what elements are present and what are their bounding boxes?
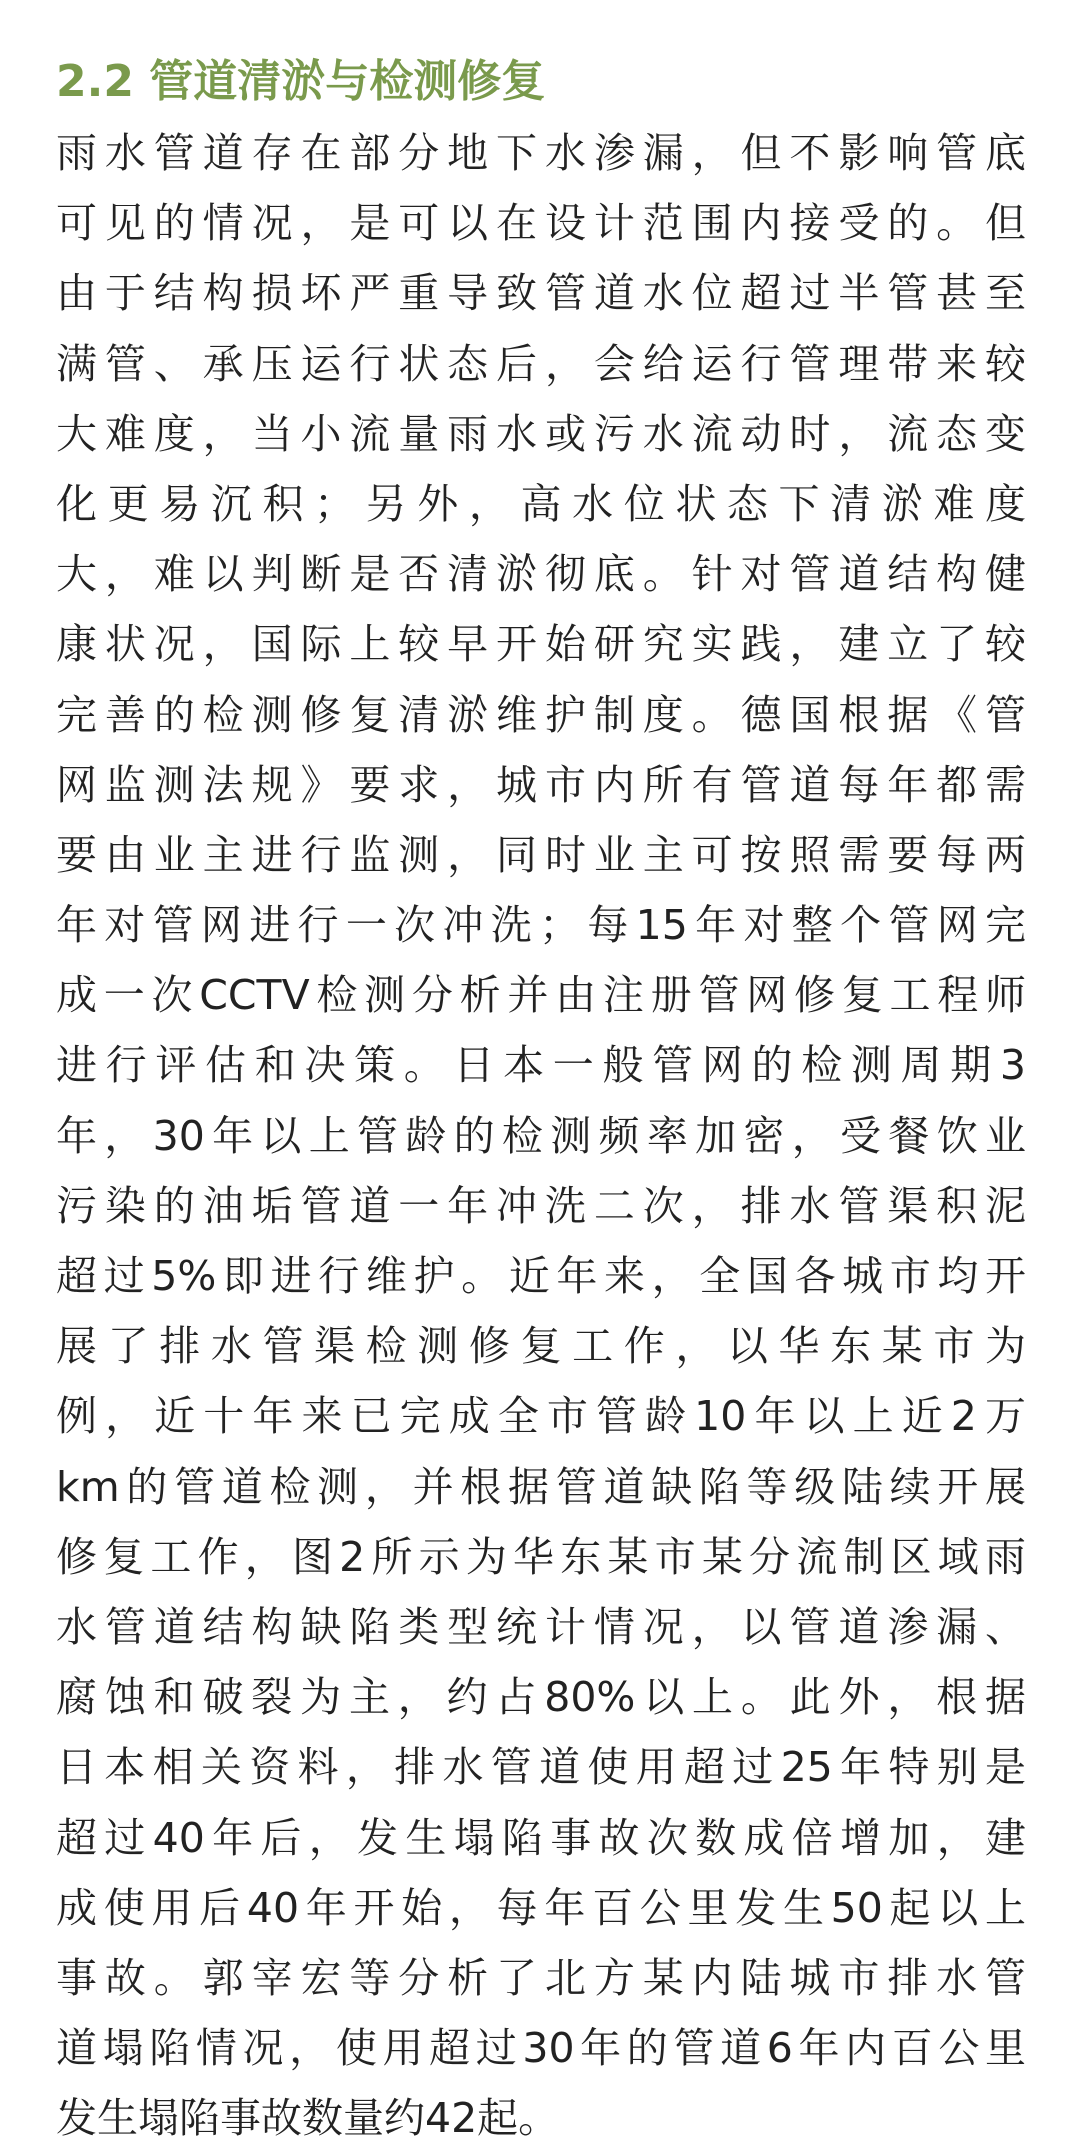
body-line: 进行评估和决策。日本一般管网的检测周期3 <box>56 1041 1026 1090</box>
body-line: 腐蚀和破裂为主，约占80%以上。此外，根据 <box>56 1673 1026 1722</box>
body-line-last: 发生塌陷事故数量约42起。 <box>56 2094 560 2143</box>
body-line: 要由业主进行监测，同时业主可按照需要每两 <box>56 830 1026 879</box>
body-line: 网监测法规》要求，城市内所有管道每年都需 <box>56 760 1026 809</box>
body-line: 化更易沉积；另外，高水位状态下清淤难度 <box>56 479 1026 528</box>
body-line: 满管、承压运行状态后，会给运行管理带来较 <box>56 339 1026 388</box>
body-line: 水管道结构缺陷类型统计情况，以管道渗漏、 <box>56 1602 1026 1651</box>
body-line: km的管道检测，并根据管道缺陷等级陆续开展 <box>56 1462 1026 1511</box>
body-line: 年对管网进行一次冲洗；每15年对整个管网完 <box>56 901 1026 950</box>
body-line: 完善的检测修复清淤维护制度。德国根据《管 <box>56 690 1026 739</box>
body-line: 可见的情况，是可以在设计范围内接受的。但 <box>56 199 1026 248</box>
section-heading: 2.2 管道清淤与检测修复 <box>56 56 546 107</box>
article-body <box>56 118 1026 2153</box>
body-line: 成一次CCTV检测分析并由注册管网修复工程师 <box>56 971 1026 1020</box>
body-line: 康状况，国际上较早开始研究实践，建立了较 <box>56 620 1026 669</box>
body-line: 展了排水管渠检测修复工作，以华东某市为 <box>56 1322 1026 1371</box>
body-line: 污染的油垢管道一年冲洗二次，排水管渠积泥 <box>56 1181 1026 1230</box>
body-line: 修复工作，图2所示为华东某市某分流制区域雨 <box>56 1532 1026 1581</box>
body-line: 由于结构损坏严重导致管道水位超过半管甚至 <box>56 269 1026 318</box>
body-line: 雨水管道存在部分地下水渗漏，但不影响管底 <box>56 129 1026 177</box>
body-line: 日本相关资料，排水管道使用超过25年特别是 <box>56 1743 1026 1792</box>
body-line: 成使用后40年开始，每年百公里发生50起以上 <box>56 1883 1026 1932</box>
body-line: 大难度，当小流量雨水或污水流动时，流态变 <box>56 409 1026 458</box>
body-line: 道塌陷情况，使用超过30年的管道6年内百公里 <box>56 2024 1026 2073</box>
body-line: 超过40年后，发生塌陷事故次数成倍增加，建 <box>56 1813 1026 1862</box>
body-line: 事故。郭宰宏等分析了北方某内陆城市排水管 <box>56 1953 1026 2002</box>
body-line: 大，难以判断是否清淤彻底。针对管道结构健 <box>56 550 1026 599</box>
body-line: 超过5%即进行维护。近年来，全国各城市均开 <box>56 1252 1026 1300</box>
body-line: 年，30年以上管龄的检测频率加密，受餐饮业 <box>56 1111 1026 1160</box>
body-line: 例，近十年来已完成全市管龄10年以上近2万 <box>56 1392 1026 1441</box>
